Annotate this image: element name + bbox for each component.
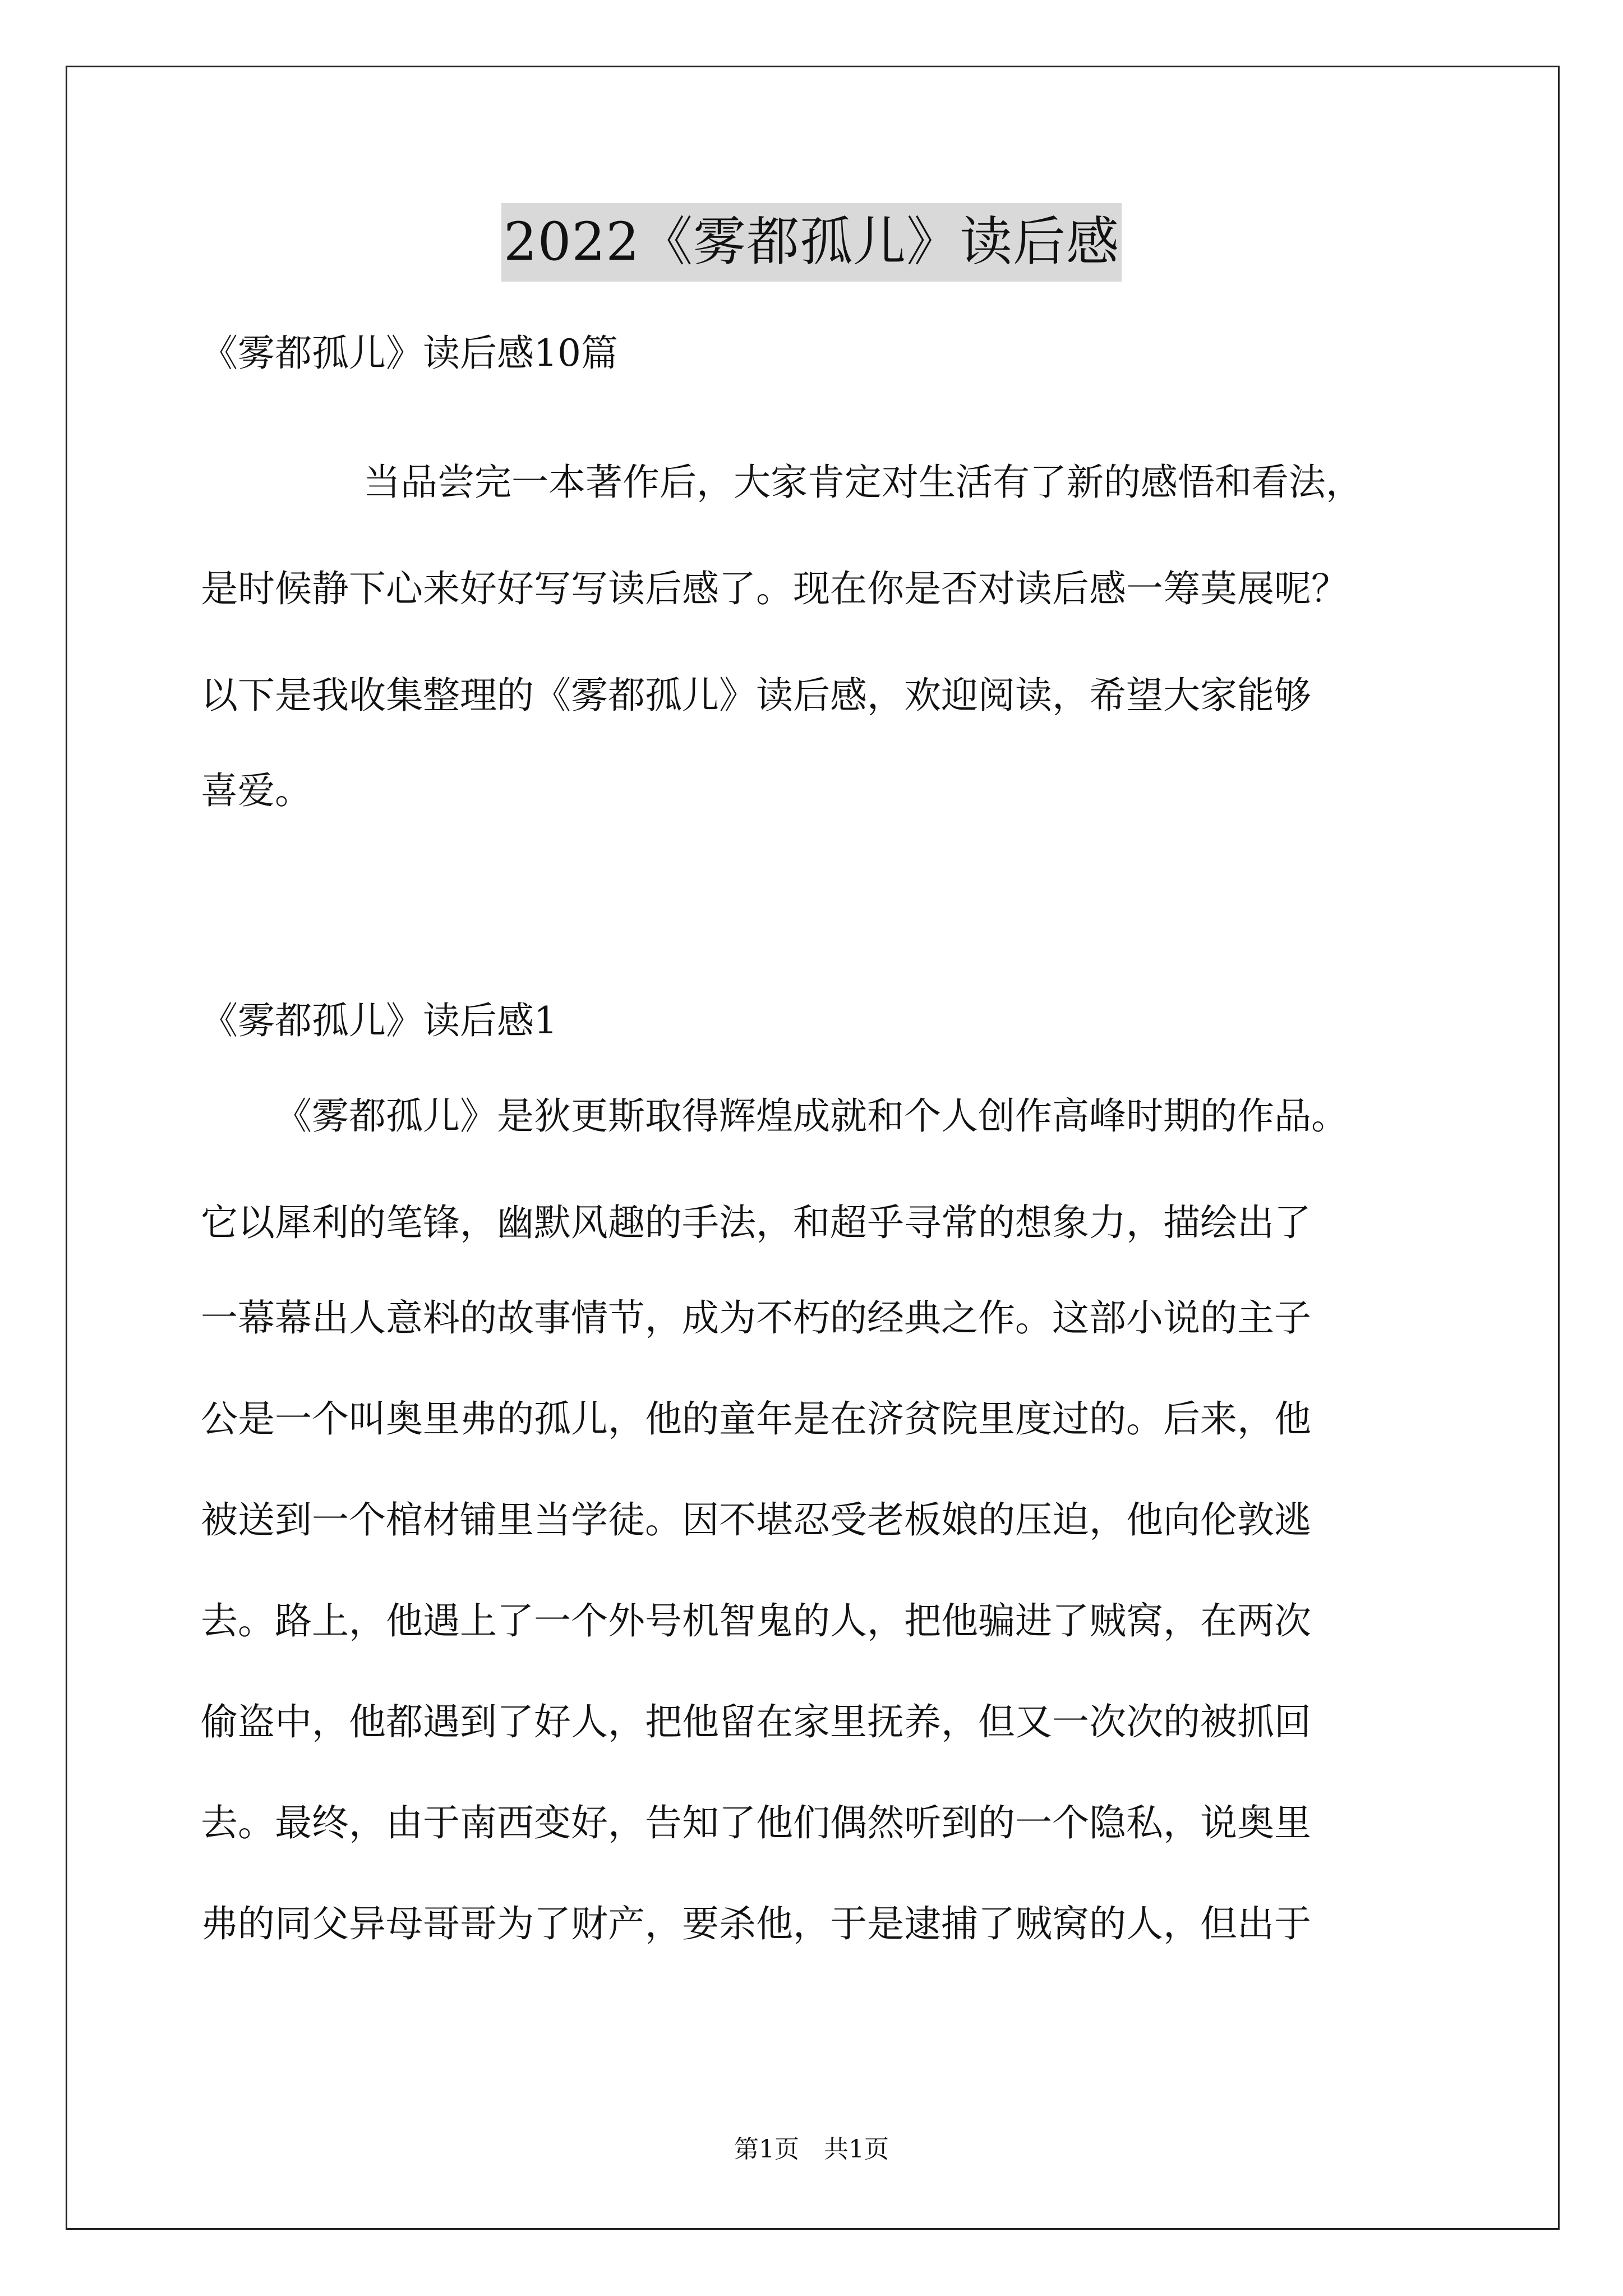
heading-essay-1: 《雾都孤儿》读后感1 [201, 999, 557, 1042]
body-line-6: 去。路上，他遇上了一个外号机智鬼的人，把他骗进了贼窝，在两次 [201, 1599, 1311, 1642]
body-line-1: 《雾都孤儿》是狄更斯取得辉煌成就和个人创作高峰时期的作品。 [275, 1094, 1348, 1138]
intro-line-2: 是时候静下心来好好写写读后感了。现在你是否对读后感一筹莫展呢？ [201, 567, 1348, 610]
heading-collection: 《雾都孤儿》读后感10篇 [201, 332, 618, 375]
body-line-5: 被送到一个棺材铺里当学徒。因不堪忍受老板娘的压迫，他向伦敦逃 [201, 1498, 1311, 1542]
intro-line-3: 以下是我收集整理的《雾都孤儿》读后感，欢迎阅读，希望大家能够 [201, 674, 1311, 717]
document-title: 2022《雾都孤儿》读后感 [501, 203, 1122, 282]
title-wrap [0, 203, 1623, 282]
page-footer: 第1页 共1页 [734, 2135, 889, 2164]
body-line-2: 它以犀利的笔锋，幽默风趣的手法，和超乎寻常的想象力，描绘出了 [201, 1201, 1311, 1244]
body-line-8: 去。最终，由于南西变好，告知了他们偶然听到的一个隐私，说奥里 [201, 1801, 1311, 1844]
body-line-4: 公是一个叫奥里弗的孤儿，他的童年是在济贫院里度过的。后来，他 [201, 1397, 1311, 1441]
body-line-3: 一幕幕出人意料的故事情节，成为不朽的经典之作。这部小说的主子 [201, 1296, 1311, 1340]
intro-line-1: 当品尝完一本著作后，大家肯定对生活有了新的感悟和看法， [363, 461, 1363, 504]
body-line-9: 弗的同父异母哥哥为了财产，要杀他，于是逮捕了贼窝的人，但出于 [201, 1902, 1311, 1945]
intro-line-4: 喜爱。 [201, 769, 312, 812]
body-line-7: 偷盗中，他都遇到了好人，把他留在家里抚养，但又一次次的被抓回 [201, 1700, 1311, 1743]
